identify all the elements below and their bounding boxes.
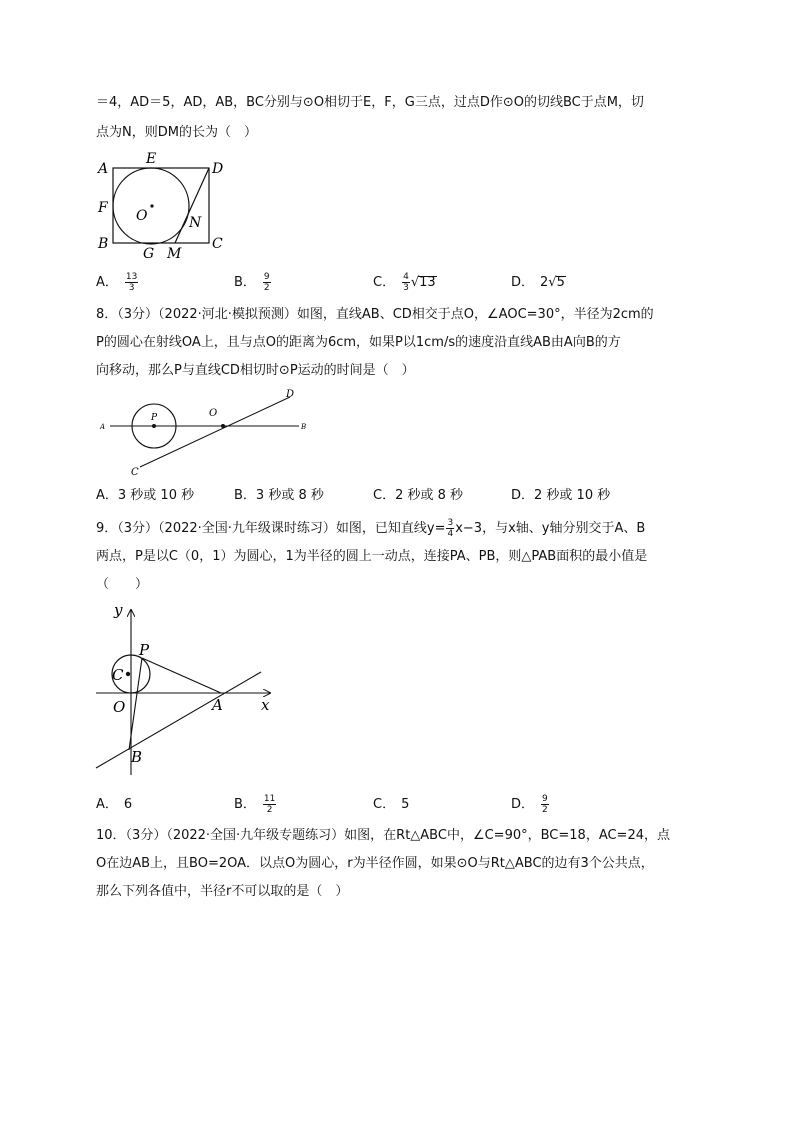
q9-figure <box>94 600 280 780</box>
q7-label-o: O <box>136 208 148 224</box>
q9-option-d-fraction: $\frac{9}{2}$ <box>542 794 548 815</box>
q7-label-d: D <box>212 161 224 177</box>
q9-text-line-2: 两点，P是以C（0，1）为圆心，1为半径的圆上一动点，连接PA、PB，则△PAB面积的最小值是 <box>96 549 648 564</box>
q8-label-c: C <box>131 467 139 478</box>
q9-option-a[interactable]: A． 6 <box>96 797 133 812</box>
q9-label-p: P <box>139 641 150 659</box>
q7-text-line-1: ＝4，AD＝5，AD，AB，BC分别与⊙O相切于E，F，G三点，过点D作⊙O的切线BC于点M，切 <box>96 95 644 110</box>
q7-label-b: B <box>98 236 109 252</box>
q9-option-d[interactable]: D． $\frac{9}{2}$ <box>511 794 548 815</box>
q9-options <box>96 794 696 816</box>
q9-label-b: B <box>131 748 143 766</box>
q8-option-d[interactable]: D．2 秒或 10 秒 <box>511 488 611 503</box>
sqrt-symbol: √ <box>410 275 420 290</box>
q7-label-c: C <box>212 236 223 252</box>
q9-label-a: A <box>212 696 223 714</box>
q7-label-m: M <box>167 246 182 262</box>
q9-label-y: y <box>114 601 123 619</box>
q8-label-a: A <box>100 423 106 431</box>
q10-text-line-1: 10．（3分）（2022·全国·九年级专题练习）如图，在Rt△ABC中，∠C=90°，BC=18，AC=24，点 <box>96 828 670 843</box>
q7-option-d[interactable]: D． 2√5 <box>511 275 565 290</box>
q8-label-d: D <box>286 389 295 400</box>
q9-slope-fraction: $\frac{3}{4}$ <box>447 518 454 539</box>
q7-label-f: F <box>98 200 108 216</box>
q8-text-line-1: 8．（3分）（2022·河北·模拟预测）如图，直线AB、CD相交于点O，∠AOC=30°，半径为2cm的 <box>96 307 654 322</box>
q10-text-line-2: O在边AB上，且BO=2OA．以点O为圆心，r为半径作圆，如果⊙O与Rt△ABC的边有3个公共点， <box>96 856 654 871</box>
q9-text-line-1: 9．（3分）（2022·全国·九年级课时练习）如图，已知直线y= $\frac{3}{4}$ x−3，与x轴、y轴分别交于A、B <box>96 518 646 539</box>
q8-option-b[interactable]: B．3 秒或 8 秒 <box>234 488 324 503</box>
q9-label-x: x <box>261 696 270 714</box>
q8-text-line-3: 向移动，那么P与直线CD相切时⊙P运动的时间是（ ） <box>96 363 415 378</box>
q7-option-b[interactable]: B． $\frac{9}{2}$ <box>234 272 270 293</box>
q7-label-n: N <box>189 215 202 231</box>
q9-label-c: C <box>112 666 124 684</box>
q7-option-c[interactable]: C． $\frac{4}{3}$ √13 <box>373 272 436 293</box>
sqrt-symbol: √ <box>548 275 557 290</box>
q7-option-b-fraction: $\frac{9}{2}$ <box>263 272 270 293</box>
q7-options <box>96 272 696 294</box>
q7-text-line-2: 点为N，则DM的长为（ ） <box>96 125 257 140</box>
q9-option-b[interactable]: B． $\frac{11}{2}$ <box>234 794 276 815</box>
q8-label-p: P <box>151 413 158 423</box>
q7-label-a: A <box>98 161 109 177</box>
q8-label-o: O <box>209 408 218 419</box>
q9-text-line-3: （ ） <box>96 577 149 592</box>
q8-text-line-2: P的圆心在射线OA上，且与点O的距离为6cm，如果P以1cm/s的速度沿直线AB由A向B的方 <box>96 335 621 350</box>
q7-figure <box>90 145 240 263</box>
q8-option-c[interactable]: C．2 秒或 8 秒 <box>373 488 464 503</box>
q7-option-a-fraction: $\frac{13}{3}$ <box>125 272 138 293</box>
q9-option-c[interactable]: C． 5 <box>373 797 410 812</box>
q8-figure <box>96 383 321 478</box>
q7-label-e: E <box>146 151 157 167</box>
q8-option-a[interactable]: A．3 秒或 10 秒 <box>96 488 195 503</box>
q7-option-c-fraction: $\frac{4}{3}$ <box>403 272 409 293</box>
q10-text-line-3: 那么下列各值中，半径r不可以取的是（ ） <box>96 884 349 899</box>
q7-label-g: G <box>143 246 155 262</box>
q7-option-a[interactable]: A． $\frac{13}{3}$ <box>96 272 138 293</box>
q8-label-b: B <box>301 423 307 431</box>
q9-option-b-fraction: $\frac{11}{2}$ <box>263 794 276 815</box>
q8-options <box>96 485 696 507</box>
q9-label-o: O <box>113 698 126 716</box>
